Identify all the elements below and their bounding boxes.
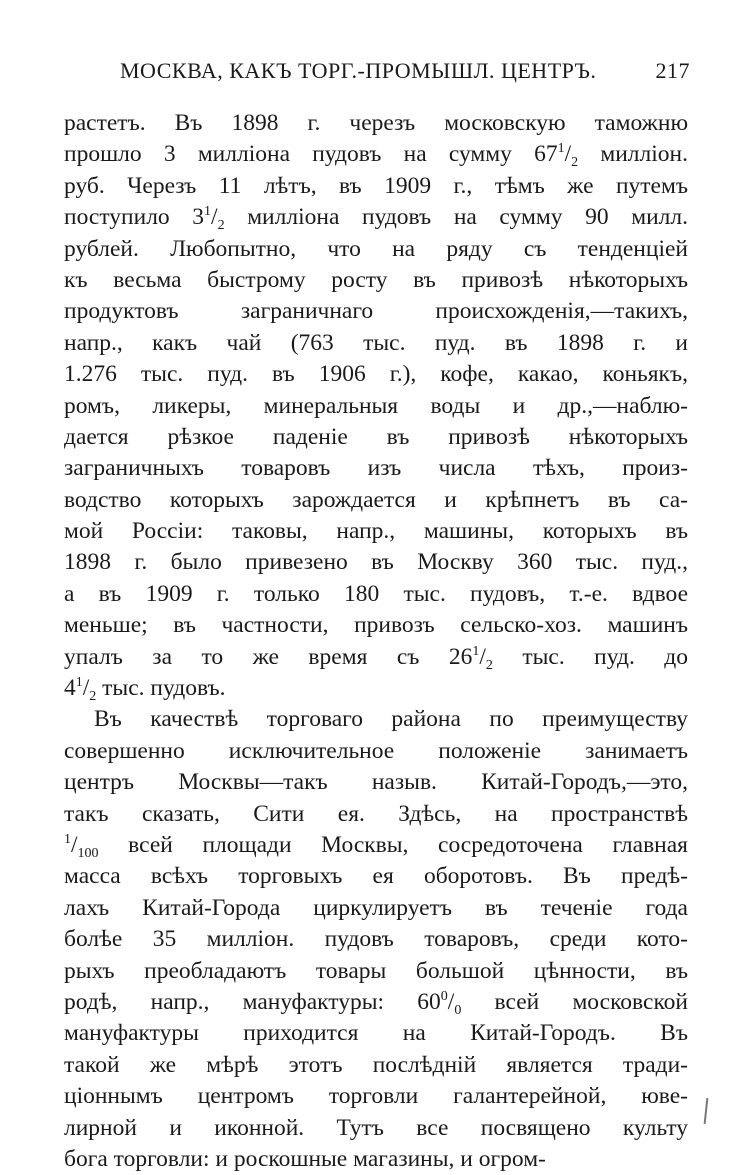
text-run: руб. Черезъ 11 лѣтъ, въ 1909 г., тѣмъ же путемъ (64, 172, 688, 199)
text-run: всей московской (461, 988, 688, 1015)
text-line (64, 830, 688, 861)
fraction-denominator: 2 (571, 155, 579, 171)
text-run: / (479, 643, 486, 670)
text-run: поступило 3 (64, 204, 205, 231)
text-run: совершенно исключительное положеніе занимаетъ (64, 737, 688, 764)
text-run: 4 (64, 675, 76, 702)
text-line (64, 485, 688, 516)
fraction-denominator: 2 (89, 689, 97, 705)
scan-mark (704, 1098, 709, 1124)
text-line (64, 799, 688, 830)
text-line (64, 1018, 688, 1049)
text-run: заграничныхъ товаровъ изъ числа тѣхъ, произ- (64, 455, 688, 482)
text-run: рублей. Любопытно, что на ряду съ тенденціей (64, 235, 688, 262)
fraction-denominator: 2 (217, 218, 225, 234)
text-run: / (71, 831, 78, 858)
text-run: ціоннымъ центромъ торговли галантерейной, юве- (64, 1083, 688, 1110)
fraction-denominator: 2 (485, 657, 493, 673)
text-line (64, 1050, 688, 1081)
text-run: / (564, 141, 572, 168)
text-run: къ весьма быстрому росту въ привозѣ нѣкоторыхъ (64, 266, 688, 293)
text-line (64, 296, 688, 327)
text-run: такъ сказать, Сити ея. Здѣсь, на пространствѣ (64, 800, 688, 827)
text-line (64, 1144, 688, 1175)
page-body-text (64, 108, 688, 1175)
text-line (64, 171, 688, 202)
text-line (64, 924, 688, 955)
text-line (64, 359, 688, 390)
text-run: Въ качествѣ торговаго района по преимуществу (94, 706, 688, 733)
text-run: упалъ за то же время съ 26 (64, 643, 473, 670)
text-line (64, 987, 688, 1018)
text-run: 1898 г. было привезено въ Москву 360 тыс. пуд., (64, 549, 688, 576)
text-line (64, 453, 688, 484)
text-line (64, 610, 688, 641)
text-run: милліон. (578, 141, 688, 168)
text-line (64, 516, 688, 547)
text-run: 1.276 тыс. пуд. въ 1906 г.), кофе, какао, коньякъ, (64, 361, 688, 388)
text-run: лахъ Китай-Города циркулируетъ въ теченіе года (64, 894, 688, 921)
text-run: рыхъ преобладаютъ товары большой цѣнности, въ (64, 957, 688, 984)
fraction-denominator: 100 (77, 845, 99, 861)
text-line (64, 265, 688, 296)
text-line (64, 736, 688, 767)
text-run: прошло 3 милліона пудовъ на сумму 67 (64, 141, 558, 168)
text-line (64, 767, 688, 798)
text-line (64, 202, 688, 233)
text-line (64, 547, 688, 578)
text-run: всей площади Москвы, сосредоточена главная (98, 831, 688, 858)
text-run: такой же мѣрѣ этотъ послѣдній является тради- (64, 1051, 688, 1078)
text-line (64, 139, 688, 170)
text-line (64, 391, 688, 422)
text-run: / (447, 988, 455, 1015)
text-line (64, 956, 688, 987)
text-run: / (82, 675, 90, 702)
text-run: дается рѣзкое паденіе въ привозѣ нѣкоторыхъ (64, 423, 688, 450)
text-line (64, 234, 688, 265)
paragraph (64, 108, 688, 704)
text-run: лирной и иконной. Тутъ все посвящено культу (64, 1114, 688, 1141)
text-line (64, 108, 688, 139)
text-run: масса всѣхъ торговыхъ ея оборотовъ. Въ предѣ- (64, 863, 688, 890)
text-run: родѣ, напр., мануфактуры: 60 (64, 988, 441, 1015)
text-run: мой Россіи: таковы, напр., машины, которыхъ въ (64, 518, 688, 545)
paragraph (64, 704, 688, 1175)
text-line (64, 893, 688, 924)
text-run: растетъ. Въ 1898 г. черезъ московскую таможню (64, 110, 688, 136)
text-run: центръ Москвы—такъ назыв. Китай-Городъ,—это, (64, 769, 688, 796)
fraction-numerator: 1 (64, 831, 71, 847)
fraction-numerator: 1 (472, 643, 480, 659)
text-line (64, 1113, 688, 1144)
fraction-numerator: 0 (440, 988, 448, 1004)
text-line (64, 704, 688, 735)
text-run: мануфактуры приходится на Китай-Городъ. Въ (64, 1020, 688, 1047)
text-line (64, 861, 688, 892)
text-run: напр., какъ чай (763 тыс. пуд. въ 1898 г. и (64, 329, 688, 356)
text-line (64, 328, 688, 359)
fraction-numerator: 1 (75, 675, 83, 691)
text-run: тыс. пудовъ. (96, 675, 226, 702)
text-run: болѣе 35 милліон. пудовъ товаровъ, среди кото- (64, 926, 688, 953)
text-run: водство которыхъ зарождается и крѣпнетъ въ са- (64, 486, 688, 513)
text-run: милліона пудовъ на сумму 90 милл. (224, 204, 688, 231)
fraction-numerator: 1 (557, 141, 565, 157)
page-number: 217 (655, 58, 690, 83)
text-line (64, 1081, 688, 1112)
text-line (64, 579, 688, 610)
text-run: / (211, 204, 218, 231)
text-run: продуктовъ заграничнаго происхожденія,—такихъ, (64, 298, 688, 325)
fraction-numerator: 1 (204, 204, 212, 220)
text-line (64, 673, 688, 704)
running-title: МОСКВА, КАКЪ ТОРГ.-ПРОМЫШЛ. ЦЕНТРЪ. (120, 58, 597, 83)
fraction-denominator: 0 (454, 1002, 462, 1018)
text-run: тыс. пуд. до (492, 643, 688, 670)
text-run: а въ 1909 г. только 180 тыс. пудовъ, т.-е. вдвое (64, 580, 688, 607)
text-line (64, 422, 688, 453)
text-run: ромъ, ликеры, минеральныя воды и др.,—наблю- (64, 392, 688, 419)
text-run: меньше; въ частности, привозъ сельско-хоз. машинъ (64, 612, 688, 639)
text-line (64, 642, 688, 673)
running-header (120, 58, 690, 88)
text-run: бога торговли: и роскошные магазины, и огром- (64, 1145, 546, 1172)
